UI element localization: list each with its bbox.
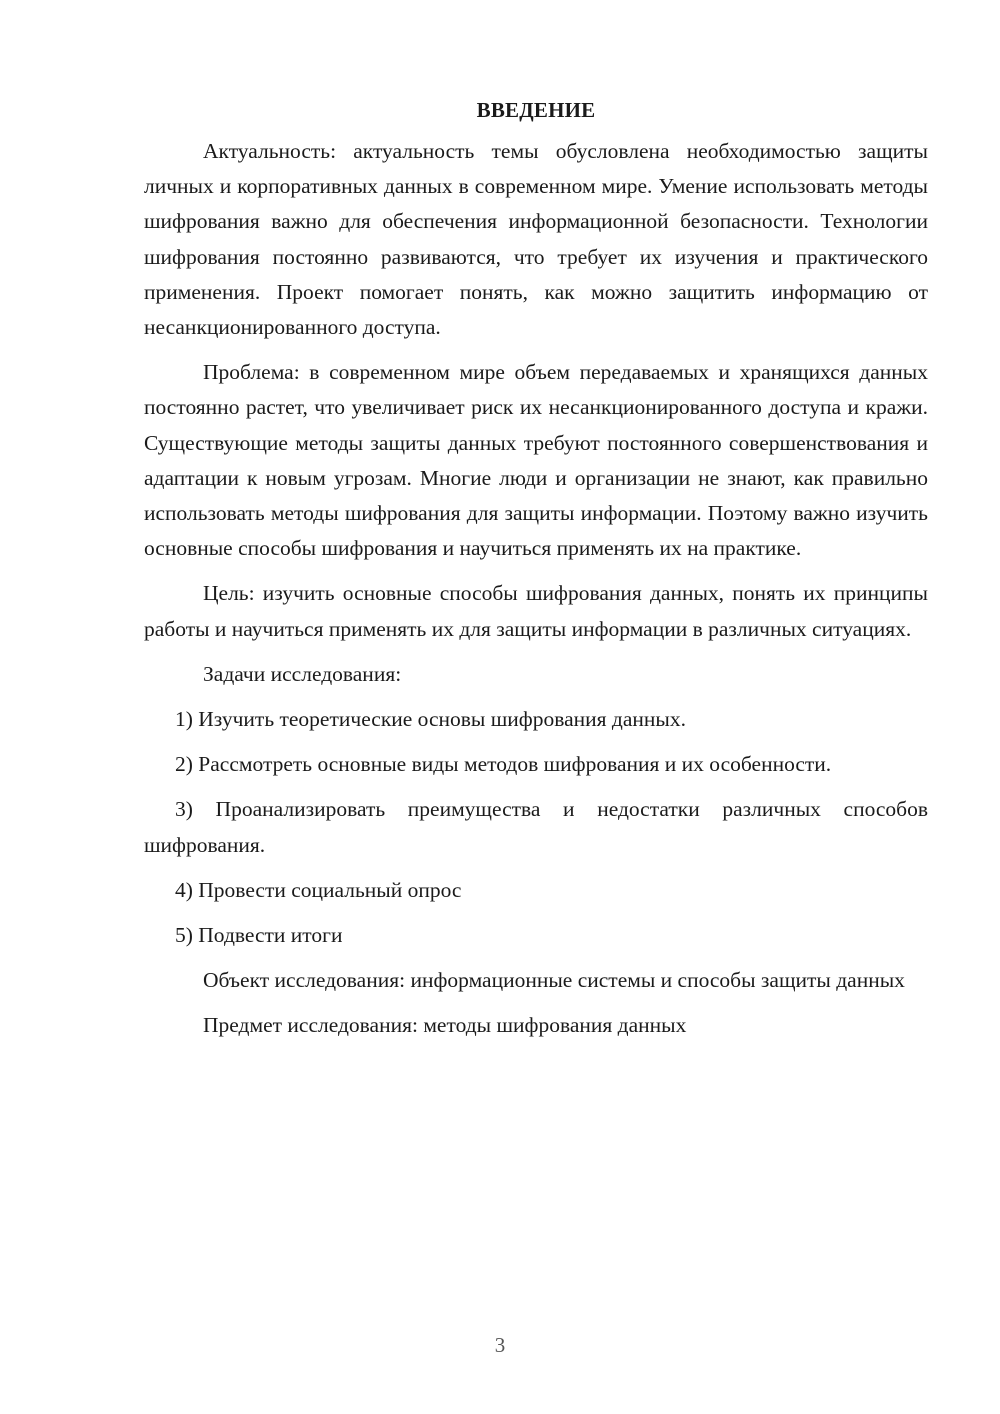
task-item: 5) Подвести итоги — [175, 923, 343, 948]
goal-paragraph: Цель: изучить основные способы шифрования данных, понять их принципы работы и научиться применять их для защиты информации в различных ситуациях. — [144, 581, 928, 641]
page-title: ВВЕДЕНИЕ — [476, 98, 596, 122]
subject-paragraph: Предмет исследования: методы шифрования данных — [203, 1013, 687, 1038]
task-item: 2) Рассмотреть основные виды методов шифрования и их особенности. — [175, 752, 832, 777]
object-paragraph: Объект исследования: информационные системы и способы защиты данных — [203, 968, 905, 993]
tasks-heading: Задачи исследования: — [203, 661, 402, 686]
task-item: 3) Проанализировать преимущества и недостатки различных способов шифрования. — [144, 797, 928, 857]
document-page — [144, 92, 928, 1054]
problem-paragraph: Проблема: в современном мире объем передаваемых и хранящихся данных постоянно растет, что увеличивает риск их несанкционированного доступа и кражи. Существующие методы защиты данных требуют постоянного совершенствования и адаптации к новым угрозам. Многие люди и организации не знают, как правильно использовать методы шифрования для защиты информации. Поэтому важно изучить основные способы шифрования и научиться применять их на практике. — [144, 360, 928, 561]
task-item: 4) Провести социальный опрос — [175, 877, 462, 902]
relevance-paragraph: Актуальность: актуальность темы обусловлена необходимостью защиты личных и корпоративных данных в современном мире. Умение использовать методы шифрования важно для обеспечения информационной безопасности. Технологии шифрования постоянно развиваются, что требует их изучения и практического применения. Проект помогает понять, как можно защитить информацию от несанкционированного доступа. — [144, 139, 928, 340]
page-number: 3 — [494, 1333, 506, 1357]
task-item: 1) Изучить теоретические основы шифрования данных. — [175, 707, 686, 732]
